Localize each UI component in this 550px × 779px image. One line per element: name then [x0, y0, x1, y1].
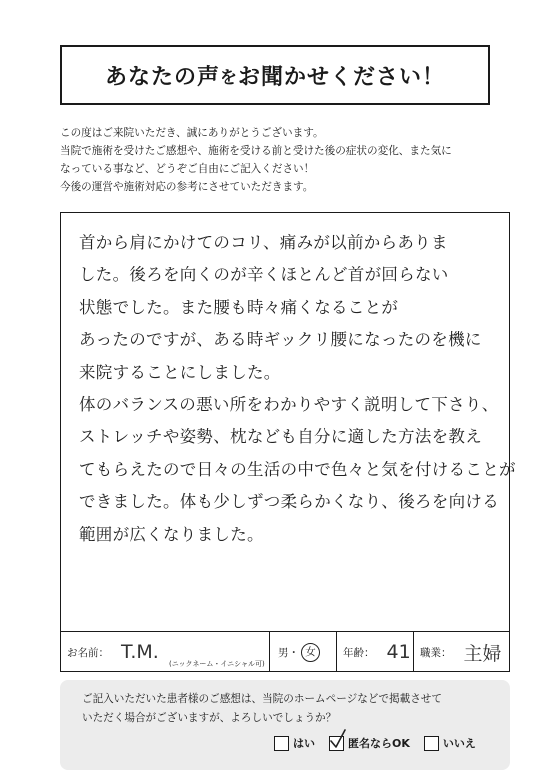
handwritten-line: 来院することにしました。 — [79, 362, 281, 382]
handwritten-line: ストレッチや姿勢、枕なども自分に適した方法を教え — [79, 427, 483, 447]
gender-cell — [270, 632, 337, 672]
consent-question — [82, 690, 442, 728]
handwritten-line: あったのですが、ある時ギックリ腰になったのを機に — [79, 330, 482, 350]
option-yes[interactable] — [274, 735, 315, 751]
title-part3: お聞かせください！ — [238, 64, 446, 90]
intro-line: この度はご来院いただき、誠にありがとうございます。 — [60, 127, 324, 139]
job-label: 職業： — [420, 646, 452, 659]
name-note: (ニックネーム・イニシャル可) — [169, 660, 265, 668]
name-value: T.M. — [121, 641, 159, 663]
consent-options — [274, 735, 476, 751]
gender-female-circled: 女 — [301, 643, 320, 662]
feedback-box — [60, 212, 516, 672]
job-cell — [414, 632, 509, 672]
check-mark-icon — [329, 729, 347, 751]
handwritten-feedback — [79, 227, 516, 551]
title-part1: あなたの声 — [104, 64, 220, 90]
intro-line: なっている事など、どうぞご自由にご記入ください！ — [60, 163, 315, 175]
age-cell — [337, 632, 414, 672]
handwritten-line: 首から肩にかけてのコリ、痛みが以前からありま — [79, 233, 448, 252]
option-anonymous-label: 匿名ならOK — [348, 737, 410, 750]
option-yes-label: はい — [293, 737, 315, 750]
checkbox-no[interactable] — [424, 736, 439, 751]
name-label: お名前： — [67, 646, 109, 659]
handwritten-line: 範囲が広くなりました。 — [79, 524, 264, 544]
intro-line: 今後の運営や施術対応の参考にさせていただきます。 — [60, 181, 314, 193]
option-anonymous[interactable] — [329, 735, 410, 751]
intro-text — [60, 124, 500, 196]
intro-line: 当院で施術を受けたご感想や、施術を受ける前と受けた後の症状の変化、また気に — [60, 145, 452, 157]
age-value: 41 — [386, 641, 411, 663]
age-label: 年齢： — [343, 646, 375, 659]
handwritten-line: 状態でした。また腰も時々痛くなることが — [79, 297, 399, 317]
checkbox-yes[interactable] — [274, 736, 289, 751]
consent-panel — [60, 680, 510, 770]
title-part2: を — [220, 67, 238, 88]
handwritten-line: てもらえたので日々の生活の中で色々と気を付けることが — [79, 459, 516, 479]
handwritten-line: できました。体も少しずつ柔らかくなり、後ろを向ける — [79, 492, 499, 512]
option-no[interactable] — [424, 735, 476, 751]
gender-separator: ・ — [288, 646, 299, 659]
option-no-label: いいえ — [442, 737, 476, 750]
job-value: 主婦 — [463, 642, 502, 665]
page-title-box — [60, 45, 490, 105]
gender-male: 男 — [278, 646, 289, 659]
handwritten-line: した。後ろを向くのが辛くほとんど首が回らない — [79, 265, 449, 285]
consent-line: いただく場合がございますが、よろしいでしょうか？ — [82, 712, 337, 724]
handwritten-line: 体のバランスの悪い所をわかりやすく説明して下さり、 — [79, 395, 499, 415]
checkbox-anonymous[interactable] — [329, 736, 344, 751]
name-cell — [61, 632, 270, 672]
patient-info-row — [61, 631, 509, 672]
consent-line: ご記入いただいた患者様のご感想は、当院のホームページなどで掲載させて — [82, 693, 442, 705]
